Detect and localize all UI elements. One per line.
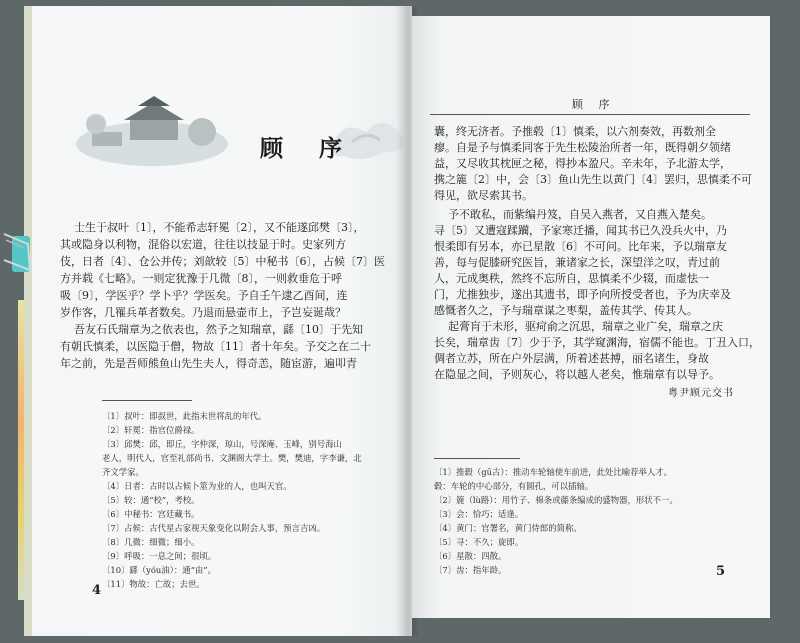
- body-line: 感慨者久之，予与瑞章谋之枣梨，盖传其学、传其人。: [434, 304, 698, 317]
- footnote: 〔3〕会：恰巧；适逢。: [434, 509, 524, 519]
- body-line: 善，每与促膝研究医旨，兼诸家之长，深望洋之叹，青过前: [434, 256, 720, 269]
- footnote-rule: [434, 458, 520, 459]
- footnote: 〔9〕呼吸：一息之间；很顷。: [102, 551, 217, 561]
- right-page: [412, 16, 770, 618]
- body-line: 恨柔即有另本，亦已星散〔6〕不可问。比年来，予以瑞章友: [434, 240, 727, 253]
- body-line: 长矣，瑞章齿〔7〕少于予，其学窥渊海，宿儒不能也。丁丑入口，: [434, 336, 760, 349]
- footnote-rule: [102, 400, 192, 401]
- body-line: 岁作客，几罹兵革者数矣。乃退而悬壶市上，予岂妄诞哉？: [60, 306, 346, 319]
- footnote: 〔8〕几微：细微；细小。: [102, 537, 200, 547]
- author-signature: 粤尹顾元交书: [668, 388, 734, 399]
- body-line: 方并载《七略》。一则定犹豫于几微〔8〕，一则救垂危于呼: [60, 272, 342, 285]
- body-line: 寻〔5〕又遭寇蹂躏，予家寒迁播，闻其书已久没兵火中，乃: [434, 224, 727, 237]
- page-number: 4: [92, 583, 102, 598]
- running-head: 顾 序: [572, 98, 616, 111]
- footnote: 〔7〕齿：指年龄。: [434, 565, 507, 575]
- footnote: 〔6〕中秘书：宫廷藏书。: [102, 509, 200, 519]
- binder-clip-icon: [0, 230, 34, 276]
- footnote: 毂：车轮的中心部分，有圆孔，可以插轴。: [434, 481, 594, 491]
- footnote: 〔2〕簏（lù路）：用竹子、棉条或藤条编成的盛物器，形状不一。: [434, 495, 678, 505]
- footnote: 〔5〕寻：不久；旋即。: [434, 537, 524, 547]
- footnote: 〔2〕轩冕：指官位爵禄。: [102, 425, 200, 435]
- footnote: 〔3〕邱樊：邱，即丘，字仲深，琼山，号深庵、玉峰，别号海山: [102, 439, 342, 449]
- body-line: 门，尤推独步，遂出其遗书，即予向所授受者也，予为庆幸及: [434, 288, 731, 301]
- footnote: 〔4〕日者：古时以占候卜筮为业的人，也叫天官。: [102, 481, 292, 491]
- footnote: 老人，明代人，官至礼部尚书、文渊阁大学士。樊，樊迪，字李谦，北: [102, 453, 362, 463]
- page-number: 5: [716, 564, 726, 579]
- header-rule: [430, 114, 750, 115]
- body-line: 携之簏〔2〕中，会〔3〕鱼山先生以黄门〔4〕罢归，思慎柔不可: [434, 173, 752, 186]
- body-line: 吸〔9〕，学医乎？学卜乎？学医矣。予自壬午逮乙酉间，连: [60, 289, 348, 302]
- body-line: 在隐显之间，予则灰心，将以越人老矣，惟瑞章有以导予。: [434, 368, 720, 381]
- body-line: 士生于叔叶〔1〕，不能希志轩冕〔2〕，又不能遂邱樊〔3〕，: [74, 221, 365, 234]
- body-line: 吾友石氏瑞章为之依表也，然予之知瑞章，繇〔10〕于先知: [74, 323, 363, 336]
- footnote: 〔5〕较：通“校”，考校。: [102, 495, 200, 505]
- footnote: 〔10〕繇（yóu油）：通“由”。: [102, 565, 216, 575]
- page-title: 顾 序: [260, 135, 357, 162]
- body-line: 人，元成奥秩，然终不忘所自，思慎柔不少辍，而虚怯一: [434, 272, 709, 285]
- pavilion-illustration: [72, 92, 232, 172]
- body-line: 予不敢私，而紫编丹笈，自吴入燕者，又自燕入楚矣。: [448, 208, 712, 221]
- footnote: 〔4〕黄门：官署名，黄门侍郎的简称。: [434, 523, 582, 533]
- body-line: 益，又尽收其枕匣之秘，得抄本盈尺。辛未年，予北游太学，: [434, 157, 731, 170]
- footnote: 〔1〕推毂（gū古）：推动车轮轴使车前进，此处比喻荐举人才。: [434, 467, 673, 477]
- body-line: 得见，欲尽索其书。: [434, 189, 533, 202]
- body-line: 倜者立苏，所在户外层满，所着述甚搏，丽名诸生，身故: [434, 352, 709, 365]
- footnote: 〔6〕星散：四散。: [434, 551, 507, 561]
- body-line: 伎，日者〔4〕、仓公并传；刘歆较〔5〕中秘书〔6〕，占候〔7〕医: [60, 255, 385, 268]
- footnote: 齐文学家。: [102, 467, 144, 477]
- footnote: 〔7〕占候：古代星占家视天象变化以附会人事，预言吉凶。: [102, 523, 326, 533]
- body-line: 有朝氏慎柔，以医隐于僧，物故〔11〕者十年矣。予交之在二十: [60, 340, 371, 353]
- body-line: 年之前，先是吾师熊鱼山先生夫人，得奇恙，随宦游，遍叩青: [60, 357, 357, 370]
- body-line: 起膏肓于未形，驱疴俞之沉思，瑞章之业广矣，瑞章之庆: [448, 320, 723, 333]
- body-line: 囊，终无济者。予推毂〔1〕慎柔，以六剂奏效，再数剂全: [434, 125, 716, 138]
- footnote: 〔11〕物故：亡故；去世。: [102, 579, 205, 589]
- left-page: [24, 6, 412, 636]
- footnote: 〔1〕叔叶：即叔世，此指末世将乱的年代。: [102, 411, 267, 421]
- body-line: 其或隐身以利物，混俗以宏道，往往以技显于时。史家列方: [60, 238, 346, 251]
- body-line: 瘳。自是予与慎柔同客于先生松陵治所者一年，既得朝夕领绪: [434, 141, 731, 154]
